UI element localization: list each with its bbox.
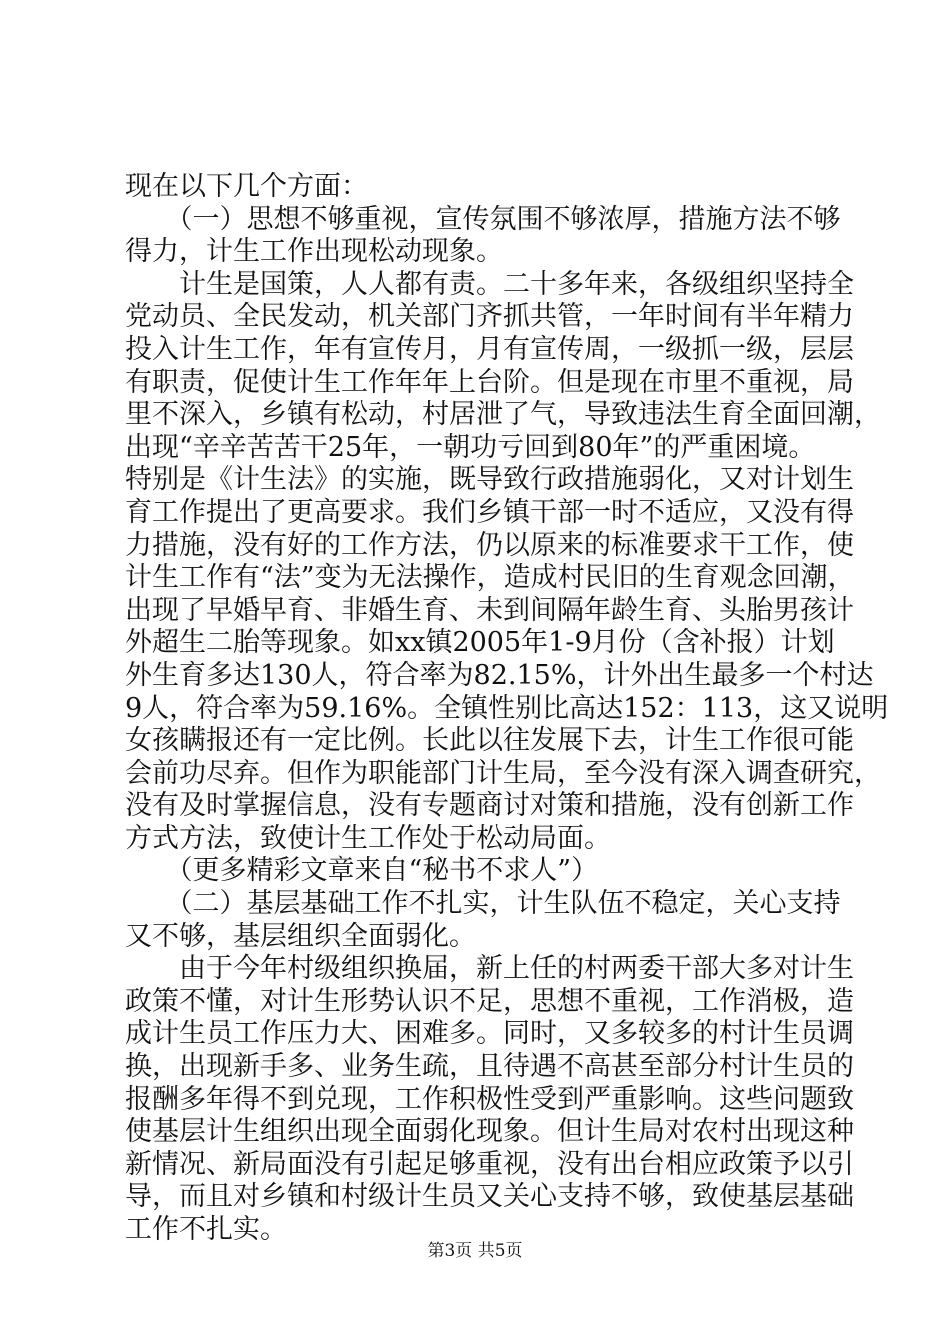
text-line: 新情况、新局面没有引起足够重视，没有出台相应政策予以引: [125, 1148, 854, 1180]
text-line: 使基层计生组织出现全面弱化现象。但计生局对农村出现这种: [125, 1116, 854, 1148]
body-text: [125, 171, 889, 1247]
text-line: 政策不懂，对计生形势认识不足，思想不重视，工作消极，造: [125, 985, 854, 1017]
text-line: 没有及时掌握信息，没有专题商讨对策和措施，没有创新工作: [125, 790, 854, 822]
text-line: 成计生员工作压力大、困难多。同时，又多较多的村计生员调: [125, 1018, 854, 1050]
text-line: 9人，符合率为59.16%。全镇性别比高达152：113，这又说明: [125, 692, 889, 724]
text-line: （更多精彩文章来自“秘书不求人”）: [125, 855, 599, 887]
text-line: 里不深入，乡镇有松动，村居泄了气，导致违法生育全面回潮，: [125, 399, 881, 431]
text-line: 女孩瞒报还有一定比例。长此以往发展下去，计生工作很可能: [125, 725, 854, 757]
text-line: 现在以下几个方面：: [125, 171, 368, 202]
text-line: 方式方法，致使计生工作处于松动局面。: [125, 822, 611, 854]
text-line: 导，而且对乡镇和村级计生员又关心支持不够，致使基层基础: [125, 1181, 854, 1213]
text-line: 会前功尽弃。但作为职能部门计生局，至今没有深入调查研究，: [125, 757, 881, 789]
text-line: （二）基层基础工作不扎实，计生队伍不稳定，关心支持: [125, 888, 841, 920]
text-line: 党动员、全民发动，机关部门齐抓共管，一年时间有半年精力: [125, 301, 854, 333]
text-line: 由于今年村级组织换届，新上任的村两委干部大多对计生: [125, 953, 854, 985]
text-line: 换，出现新手多、业务生疏，且待遇不高甚至部分村计生员的: [125, 1051, 854, 1083]
text-line: 有职责，促使计生工作年年上台阶。但是现在市里不重视，局: [125, 366, 854, 398]
text-line: 又不够，基层组织全面弱化。: [125, 920, 476, 952]
text-line: （一）思想不够重视，宣传氛围不够浓厚，措施方法不够: [125, 203, 841, 235]
text-line: 得力，计生工作出现松动现象。: [125, 236, 503, 268]
text-line: 计生是国策，人人都有责。二十多年来，各级组织坚持全: [125, 268, 854, 300]
text-line: 出现“辛辛苦苦干25年，一朝功亏回到80年”的严重困境。: [125, 431, 816, 463]
text-line: 出现了早婚早育、非婚生育、未到间隔年龄生育、头胎男孩计: [125, 594, 854, 626]
text-line: 报酬多年得不到兑现，工作积极性受到严重影响。这些问题致: [125, 1083, 854, 1115]
text-line: 育工作提出了更高要求。我们乡镇干部一时不适应，又没有得: [125, 496, 854, 528]
text-line: 力措施，没有好的工作方法，仍以原来的标准要求干工作，使: [125, 529, 854, 561]
text-line: 计生工作有“法”变为无法操作，造成村民旧的生育观念回潮，: [125, 562, 855, 594]
page-footer: 第3页 共5页: [427, 1241, 523, 1261]
text-line: 工作不扎实。: [125, 1214, 287, 1245]
text-line: 投入计生工作，年有宣传月，月有宣传周，一级抓一级，层层: [125, 333, 854, 365]
text-line: 外超生二胎等现象。如xx镇2005年1-9月份（含补报）计划: [125, 627, 835, 659]
text-line: 特别是《计生法》的实施，既导致行政措施弱化，又对计划生: [125, 464, 854, 496]
text-line: 外生育多达130人，符合率为82.15%，计外出生最多一个村达: [125, 659, 874, 691]
